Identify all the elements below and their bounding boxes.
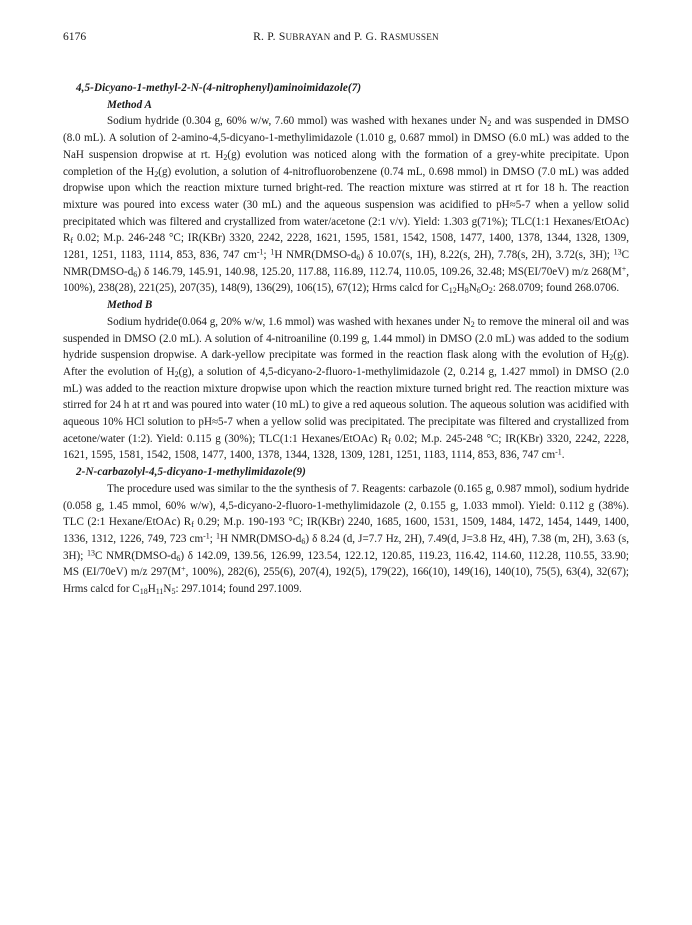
section-title-compound-7: 4,5-Dicyano-1-methyl-2-N-(4-nitrophenyl)aminoimidazole(7): [76, 82, 362, 94]
page-number: 6176: [63, 30, 87, 43]
running-authors: R. P. SUBRAYAN and P. G. RASMUSSEN: [253, 30, 439, 43]
method-b-label: Method B: [107, 299, 153, 312]
method-a-label: Method A: [107, 98, 152, 111]
method-b-paragraph: Sodium hydride(0.064 g, 20% w/w, 1.6 mmol) was washed with hexanes under $N_2$ to remove the mineral oil and was suspended in DMSO (2.0 mL). A solution of 4-nitroaniline (0.199 g, 1.44 mmol) in DMSO (2.0 mL) was added to the sodium hydride suspension dropwise. A dark-yellow precipitate was formed in the reaction flask along with the evolution of $H_2(g)$. After the evolution of $H_2(g)$, a solution of 4,5-dicyano-2-fluoro-1-methylimidazole (2, 0.214 g, 1.427 mmol) in DMSO (2.0 mL) was added to the reaction mixture dropwise upon which the reaction mixture turned bright red. The reaction mixture was stirred for 24 h at rt and was poured into water (10 mL) to give a red aqueous solution. The aqueous solution was acidified with aqueous 10% HCl solution to pH≈5-7 when a yellow solid was precipitated. The precipitate was filtered and crystallized from acetone/water (1:2). Yield: 0.115 g (30%); TLC(1:1 Hexanes/EtOAc) $R_f$ 0.02; M.p. 245-248 °C; IR(KBr) 3320, 2242, 2228, 1621, 1595, 1581, 1542, 1508, 1477, 1400, 1378, 1344, 1328, 1309, 1281, 1251, 1183, 1114, 853, 836, 747 $cm^{-1}$.: [63, 315, 629, 462]
method-a-paragraph: Sodium hydride (0.304 g, 60% w/w, 7.60 mmol) was washed with hexanes under $N_2$ and was suspended in DMSO (8.0 mL). A solution of 2-amino-4,5-dicyano-1-methylimidazole (1.010 g, 0.687 mmol) in DMSO (6.0 mL) was added to the NaH suspension dropwise at rt. $H_2(g)$ evolution was noticed along with the formation of a grey-white precipitate. Upon completion of the $H_2(g)$ evolution, a solution of 4-nitrofluorobenzene (0.74 mL, 0.698 mmol) in DMSO (7.0 mL) was added dropwise upon which the reaction mixture turned bright-red. The reaction mixture was stirred at rt for 18 h. The reaction mixture was poured into excess water (30 mL) and the aqueous suspension was acidified to pH≈5-7 when a yellow solid precipitated which was filtered and crystallized from water/acetone (2:1 v/v). Yield: 1.303 g(71%); TLC(1:1 Hexanes/EtOAc) $R_f$ 0.02; M.p. 246-248 °C; IR(KBr) 3320, 2242, 2228, 1621, 1595, 1581, 1542, 1508, 1477, 1400, 1378, 1344, 1328, 1309, 1281, 1251, 1183, 1114, 853, 836, 747 $cm^{-1}$; $^1$H $NMR(DMSO-d_6)$ δ 10.07(s, 1H), 8.22(s, 2H), 7.78(s, 2H), 3.72(s, 3H); $^{13}$C $NMR(DMSO-d_6)$ δ 146.79, 145.91, 140.98, 125.20, 117.88, 116.89, 112.74, 110.05, 109.26, 32.48; MS(EI/70eV) m/z 268(M+, 100%), 238(28), 221(25), 207(35), 148(9), 136(29), 106(15), 67(12); Hrms calcd for $C_{12}H_8N_6O_2$: 268.0709; found 268.0706.: [63, 115, 630, 296]
section-title-compound-9: 2-N-carbazolyl-4,5-dicyano-1-methylimidazole(9): [76, 466, 306, 479]
article-body: [63, 80, 629, 598]
compound-9-paragraph: The procedure used was similar to the the synthesis of 7. Reagents: carbazole (0.165 g, 0.987 mmol), sodium hydride (0.058 g, 1.45 mmol, 60% w/w), 4,5-dicyano-2-fluoro-1-methylimidazole (2, 0.155 g, 1.033 mmol). Yield: 0.112 g (38%). TLC (2:1 Hexane/EtOAc) $R_f$ 0.29; M.p. 190-193 °C; IR(KBr) 2240, 1685, 1600, 1531, 1509, 1484, 1472, 1454, 1449, 1400, 1336, 1312, 1226, 749, 723 $cm^{-1}$; $^1$H $NMR(DMSO-d_6)$ δ 8.24 (d, J=7.7 Hz, 2H), 7.49(d, J=3.8 Hz, 4H), 7.38 (m, 2H), 3.63 (s, 3H); $^{13}$C $NMR(DMSO-d_6)$ δ 142.09, 139.56, 126.99, 123.54, 122.12, 120.85, 119.23, 116.42, 114.60, 112.28, 110.55, 33.90; MS (EI/70eV) m/z 297(M+, 100%), 282(6), 255(6), 207(4), 192(5), 179(22), 166(10), 149(16), 140(10), 75(5), 63(4), 32(67); Hrms calcd for $C_{18}H_{11}N_5$: 297.1014; found 297.1009.: [63, 482, 630, 597]
